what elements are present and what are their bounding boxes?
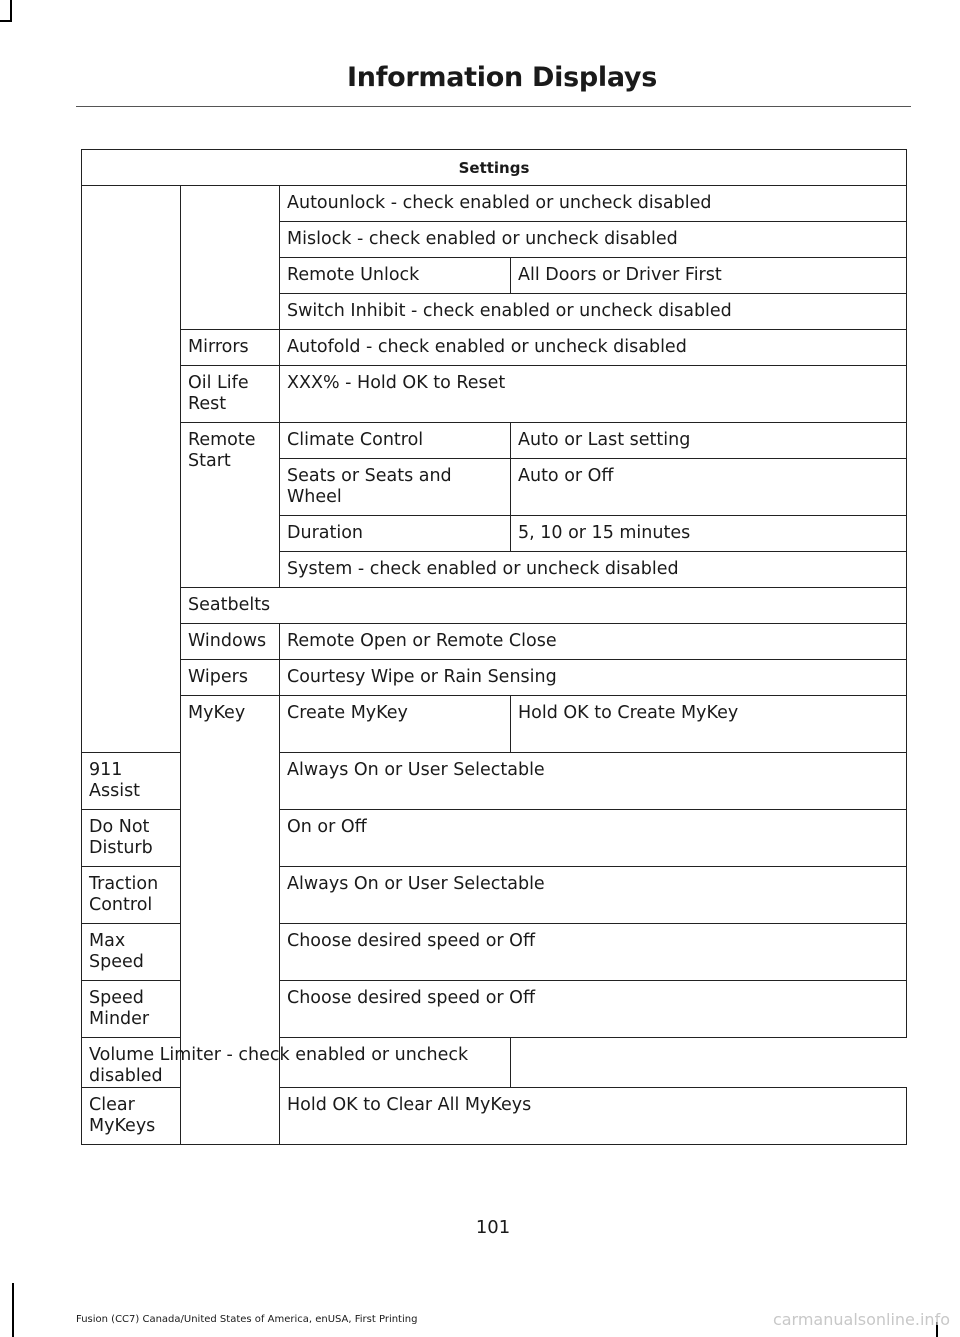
watermark: carmanualsonline.info bbox=[772, 1310, 950, 1329]
cell-value: Volume Limiter - check enabled or uncheck disabled bbox=[82, 1038, 511, 1088]
page-number: 101 bbox=[475, 1217, 511, 1238]
header-rule bbox=[76, 106, 911, 107]
cell-setting: Seatbelts bbox=[181, 588, 907, 624]
cell-value: Courtesy Wipe or Rain Sensing bbox=[280, 660, 907, 696]
cell-value: Autounlock - check enabled or uncheck disabled bbox=[280, 186, 907, 222]
cell-value: Switch Inhibit - check enabled or uncheck disabled bbox=[280, 294, 907, 330]
crop-mark-top bbox=[10, 0, 12, 22]
cell-value: Auto or Off bbox=[511, 459, 907, 516]
cell-option: Remote Unlock bbox=[280, 258, 511, 294]
cell-setting: Clear MyKeys bbox=[82, 1088, 181, 1145]
table-row bbox=[82, 660, 907, 696]
cell-value: Auto or Last setting bbox=[511, 423, 907, 459]
cell-setting: Remote Start bbox=[181, 423, 280, 588]
cell-value: Always On or User Selectable bbox=[280, 753, 907, 810]
cell-value: All Doors or Driver First bbox=[511, 258, 907, 294]
crop-mark-bottom bbox=[12, 1283, 14, 1337]
crop-mark-top bbox=[0, 20, 12, 22]
group-cell bbox=[82, 186, 181, 753]
table-row bbox=[82, 1038, 907, 1088]
cell-setting: Max Speed bbox=[82, 924, 181, 981]
cell-value: Choose desired speed or Off bbox=[280, 924, 907, 981]
cell-value: Mislock - check enabled or uncheck disabled bbox=[280, 222, 907, 258]
cell-setting: Mirrors bbox=[181, 330, 280, 366]
cell-value: Autofold - check enabled or uncheck disabled bbox=[280, 330, 907, 366]
cell-setting: 911 Assist bbox=[82, 753, 181, 810]
cell-setting: Traction Control bbox=[82, 867, 181, 924]
cell-value: Hold OK to Create MyKey bbox=[511, 696, 907, 753]
cell-value: Always On or User Selectable bbox=[280, 867, 907, 924]
table-row bbox=[82, 588, 907, 624]
cell-option: Climate Control bbox=[280, 423, 511, 459]
cell-value: 5, 10 or 15 minutes bbox=[511, 516, 907, 552]
cell-value: On or Off bbox=[280, 810, 907, 867]
cell-value: Remote Open or Remote Close bbox=[280, 624, 907, 660]
cell-option: Seats or Seats and Wheel bbox=[280, 459, 511, 516]
table-row bbox=[82, 330, 907, 366]
cell-value: Choose desired speed or Off bbox=[280, 981, 907, 1038]
table-heading: Settings bbox=[82, 150, 907, 186]
cell-setting: Create MyKey bbox=[280, 696, 511, 753]
table-row bbox=[82, 696, 907, 753]
table-row bbox=[82, 423, 907, 459]
cell-setting: Wipers bbox=[181, 660, 280, 696]
cell-value: Hold OK to Clear All MyKeys bbox=[280, 1088, 907, 1145]
subgroup-cell bbox=[181, 186, 280, 330]
settings-table bbox=[81, 149, 907, 1145]
table-row bbox=[82, 624, 907, 660]
cell-setting: Windows bbox=[181, 624, 280, 660]
cell-value: XXX% - Hold OK to Reset bbox=[280, 366, 907, 423]
cell-setting: Oil Life Rest bbox=[181, 366, 280, 423]
table-row bbox=[82, 366, 907, 423]
cell-setting: Speed Minder bbox=[82, 981, 181, 1038]
cell-setting: Do Not Disturb bbox=[82, 810, 181, 867]
cell-value: System - check enabled or uncheck disabled bbox=[280, 552, 907, 588]
edition-footer: Fusion (CC7) Canada/United States of America, enUSA, First Printing bbox=[76, 1314, 418, 1325]
table-row bbox=[82, 186, 907, 222]
page-title: Information Displays bbox=[347, 62, 657, 93]
group-cell: MyKey bbox=[181, 696, 280, 1145]
cell-option: Duration bbox=[280, 516, 511, 552]
